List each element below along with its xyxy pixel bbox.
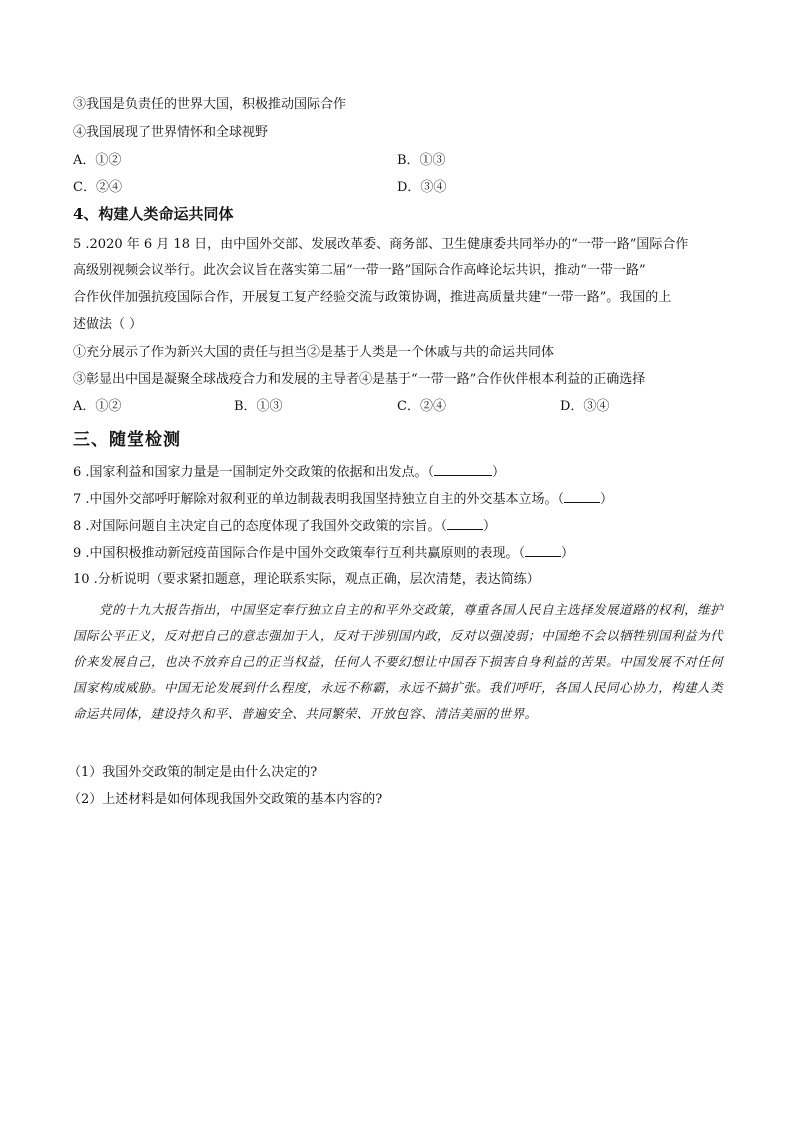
answer-blank[interactable] — [434, 463, 492, 476]
q10-sub-question-2: （2）上述材料是如何体现我国外交政策的基本内容的? — [68, 792, 383, 807]
judgment-7: 7 .中国外交部呼吁解除对叙利亚的单边制裁表明我国坚持独立自主的外交基本立场。（ ） — [73, 492, 614, 507]
answer-blank[interactable] — [447, 517, 483, 530]
statement-4: ④我国展现了世界情怀和全球视野 — [73, 125, 269, 140]
q5-line-1: 5 .2020 年 6 月 18 日，由中国外交部、发展改革委、商务部、卫生健康委共同举办的“一带一路”国际合作 — [73, 237, 689, 252]
q5-option-c: C．②④ — [397, 399, 446, 414]
q5-option-d: D．③④ — [560, 399, 610, 414]
q5-option-a: A．①② — [73, 399, 122, 414]
q10-sub-question-1: （1）我国外交政策的制定是由什么决定的? — [68, 765, 318, 780]
q10-prompt: 10 .分析说明（要求紧扣题意，理论联系实际，观点正确，层次清楚，表达简练） — [73, 572, 540, 587]
section-heading-3: 三、随堂检测 — [73, 430, 181, 450]
option-a: A．①② — [73, 153, 122, 168]
judgment-8: 8 .对国际问题自主决定自己的态度体现了我国外交政策的宗旨。（ ） — [73, 519, 497, 534]
q5-option-b: B．①③ — [234, 399, 283, 414]
q5-line-3: 合作伙伴加强抗疫国际合作，开展复工复产经验交流与政策协调，推进高质量共建“一带一路”。我国的上 — [73, 290, 672, 305]
judgment-6: 6 .国家利益和国家力量是一国制定外交政策的依据和出发点。（ ） — [73, 465, 506, 480]
q5-line-2: 高级别视频会议举行。此次会议旨在落实第二届“一带一路”国际合作高峰论坛共识，推动“一带一路” — [73, 263, 646, 278]
option-d: D．③④ — [397, 180, 447, 195]
answer-blank[interactable] — [564, 490, 600, 503]
q5-line-4: 述做法（ ） — [73, 317, 143, 332]
statement-3: ③我国是负责任的世界大国，积极推动国际合作 — [73, 97, 347, 112]
q5-statement-line-2: ③彰显出中国是凝聚全球战疫合力和发展的主导者④是基于“一带一路”合作伙伴根本利益的正确选择 — [73, 372, 646, 387]
q10-material: 党的十九大报告指出，中国坚定奉行独立自主的和平外交政策，尊重各国人民自主选择发展道路的权利，维护国际公平正义，反对把自己的意志强加于人，反对干涉别国内政，反对以强凌弱；中国绝不会以牺牲别国利益为代价来发展自己，也决不放弃自己的正当权益，任何人不要幻想让中国吞下损害自身利益的苦果。中国发展不对任何国家构成威胁。中国无论发展到什么程度，永远不称霸，永远不搞扩张。我们呼吁，各国人民同心协力，构建人类命运共同体，建设持久和平、普遍安全、共同繁荣、开放包容、清洁美丽的世界。 — [73, 602, 723, 721]
q5-statement-line-1: ①充分展示了作为新兴大国的责任与担当②是基于人类是一个休戚与共的命运共同体 — [73, 345, 555, 360]
section-heading-4: 4、构建人类命运共同体 — [73, 205, 234, 223]
answer-blank[interactable] — [525, 544, 561, 557]
option-b: B．①③ — [397, 153, 446, 168]
judgment-9: 9 .中国积极推动新冠疫苗国际合作是中国外交政策奉行互利共赢原则的表现。（ ） — [73, 546, 575, 561]
option-c: C．②④ — [73, 180, 122, 195]
